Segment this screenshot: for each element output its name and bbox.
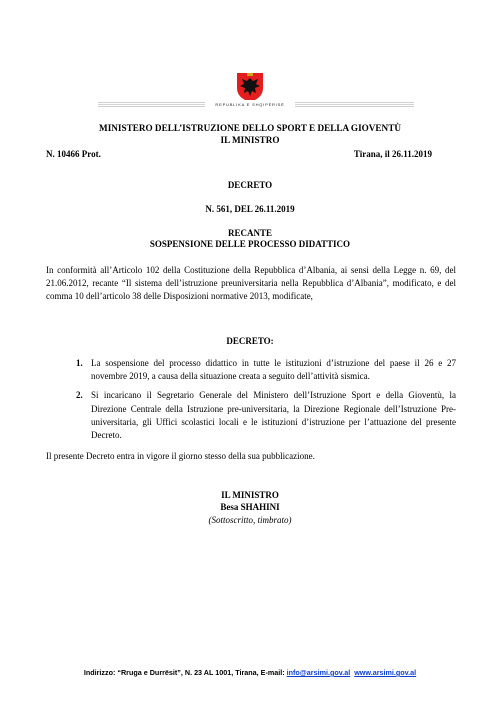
place-date: Tirana, il 26.11.2019 bbox=[353, 149, 432, 159]
closing-paragraph: Il presente Decreto entra in vigore il giorno stesso della sua pubblicazione. bbox=[46, 451, 315, 461]
footer-address: Indirizzo: “Rruga e Durrësit”, N. 23 AL 1001, Tirana, E-mail: bbox=[83, 668, 287, 677]
decree-items bbox=[46, 357, 456, 448]
decree-number: N. 561, DEL 26.11.2019 bbox=[205, 204, 295, 214]
item-number: 2. bbox=[76, 390, 83, 401]
signatory-title: IL MINISTRO bbox=[221, 490, 279, 500]
republic-label: REPUBLIKA E SHQIPËRISË bbox=[205, 100, 295, 110]
footer bbox=[0, 668, 500, 677]
signatory-name: Besa SHAHINI bbox=[220, 502, 280, 512]
signature-note: (Sottoscritto, timbrato) bbox=[208, 515, 292, 525]
email-link[interactable]: info@arsimi.gov.al bbox=[286, 668, 351, 677]
list-item bbox=[46, 389, 456, 442]
ministry-title: MINISTERO DELL’ISTRUZIONE DELLO SPORT E DELLA GIOVENTÙ bbox=[99, 123, 401, 133]
website-link[interactable]: www.arsimi.gov.al bbox=[354, 668, 417, 677]
item-number: 1. bbox=[76, 358, 83, 368]
albanian-coat-of-arms-icon bbox=[233, 70, 267, 104]
list-item bbox=[46, 357, 456, 383]
decree-subject-line1: RECANTE bbox=[227, 228, 272, 238]
protocol-number: N. 10466 Prot. bbox=[46, 149, 101, 159]
decree-subject-line2: SOSPENSIONE DELLE PROCESSO DIDATTICO bbox=[149, 239, 351, 249]
item-text: Si incaricano il Segretario Generale del Ministero dell’Istruzione Sport e della Gioventù, la Direzione Centrale della Istruzione pre-universitaria, la Direzione Regionale dell’Istruzione Pre-universitaria, gli Uffici scolastici locali e le istituzioni d’istruzione per l’attuazione del presente Decreto. bbox=[91, 390, 456, 441]
preamble-paragraph: In conformità all’Articolo 102 della Costituzione della Repubblica d’Albania, ai sensi della Legge n. 69, del 21.06.2012, recante “Il sistema dell’istruzione preuniversitaria nella Repubblica d’Albania”, modificato, e del comma 10 dell’articolo 38 delle Disposizioni normative 2013, modificate, bbox=[46, 265, 456, 301]
minister-title: IL MINISTRO bbox=[220, 135, 280, 145]
decreto-heading: DECRETO: bbox=[226, 336, 274, 346]
decree-title: DECRETO bbox=[227, 180, 273, 190]
item-text: La sospensione del processo didattico in tutte le istituzioni d’istruzione del paese il 26 e 27 novembre 2019, a causa della situazione creata a seguito dell’attività sismica. bbox=[91, 358, 456, 382]
